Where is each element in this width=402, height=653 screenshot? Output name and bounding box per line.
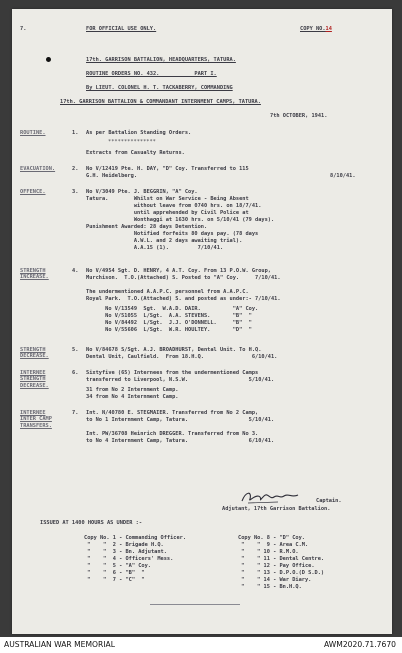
evacuation-line-1: No V/12419 Pte. H. DAY, "D" Coy. Transferred to 115 — [86, 166, 249, 172]
offence-line: Wonthaggi at 1630 hrs. on 5/10/41 (79 days). — [86, 217, 275, 223]
section-label-evacuation: EVACUATION. — [20, 166, 56, 172]
section-label-strength-increase — [20, 268, 49, 281]
label-line: INTERNEE — [20, 410, 46, 416]
offence-line: No V/3049 Pte. J. BEGGRIN, "A" Coy. — [86, 189, 198, 195]
section-number-6: 6. — [72, 370, 79, 376]
signature-rank: Captain. — [316, 498, 342, 504]
label-line: DECREASE. — [20, 353, 49, 360]
section-number-5: 5. — [72, 347, 79, 353]
routine-stars: *************** — [108, 139, 156, 145]
copy-number-value: 14 — [325, 26, 332, 32]
offence-line: A.A.15 (1). 7/10/41. — [86, 245, 224, 251]
strength-increase-line: Royal Park. T.O.(Attached) S. and posted as under:- 7/10/41. — [86, 296, 281, 302]
strength-increase-line: Murchison. T.O.(Attached) S. Posted to "A" Coy. 7/10/41. — [86, 275, 281, 281]
distribution-heading: ISSUED AT 1400 HOURS AS UNDER :- — [40, 520, 143, 526]
section-label-routine: ROUTINE. — [20, 130, 46, 136]
offence-line: without leave from 0740 hrs. on 18/7/41. — [86, 203, 262, 209]
offence-line: Tatura. Whilst on War Service - Being Absent — [86, 196, 249, 202]
section-label-inter-camp-transfers — [20, 410, 52, 429]
label-line: STRENGTH — [20, 268, 46, 274]
archive-reference: AWM2020.71.7670 — [324, 640, 396, 649]
strength-decrease-line: Dental Unit, Caulfield. From 18.H.Q. 6/10/41. — [86, 354, 278, 360]
label-line: STRENGTH — [20, 376, 46, 383]
strength-increase-line: No V/55606 L/Sgt. W.R. HOULTEY. "D" " — [86, 327, 252, 333]
section-number-2: 2. — [72, 166, 79, 172]
strength-increase-line: The undermentioned A.A.P.C. personnel from A.A.P.C. — [86, 289, 249, 295]
distribution-item: " " 13 - D.P.O.(D S.D.) — [238, 570, 325, 576]
order-date: 7th OCTOBER, 1941. — [270, 113, 328, 119]
distribution-item: " " 5 - "A" Coy. — [84, 563, 151, 569]
offence-line: A.W.L. and 2 days awaiting trial). — [86, 238, 243, 244]
page-number: 7. — [20, 26, 27, 32]
routine-text: As per Battalion Standing Orders. — [86, 130, 192, 136]
offence-line: until apprehended by Civil Police at — [86, 210, 249, 216]
official-use-label: FOR OFFICIAL USE ONLY. — [86, 26, 157, 32]
internee-decrease-line: Sixtyfive (65) Internees from the undermentioned Camps — [86, 370, 259, 376]
label-line: DECREASE. — [20, 382, 49, 389]
offence-line: Notified forfeits 80 days pay. (78 days — [86, 231, 259, 237]
distribution-item: " " 2 - Brigade H.Q. — [84, 542, 164, 548]
distribution-item: " " 6 - "B" " — [84, 570, 145, 576]
copy-label-text: COPY NO. — [300, 26, 326, 32]
strength-increase-line: No V/4954 Sgt. D. HENRY, 4 A.T. Coy. From 13 P.O.W. Group, — [86, 268, 271, 274]
section-label-offence: OFFENCE. — [20, 189, 46, 195]
internee-decrease-line: 31 from No 2 Internment Camp. — [86, 387, 179, 393]
distribution-item: " " 14 - War Diary. — [238, 577, 312, 583]
distribution-item: " " 4 - Officers' Mess. — [84, 556, 174, 562]
routine-orders-heading: ROUTINE ORDERS NO. 432. PART I. — [86, 71, 217, 77]
label-line: INTER CAMP — [20, 416, 52, 423]
section-number-1: 1. — [72, 130, 79, 136]
commanding-officer-line: By LIEUT. COLONEL H. T. TACKABERRY, COMMANDING — [86, 85, 233, 91]
distribution-item: " " 11 - Dental Centre. — [238, 556, 325, 562]
label-line: STRENGTH — [20, 347, 46, 353]
label-line: TRANSFERS. — [20, 422, 52, 429]
evacuation-line-2: G.H. Heidelberg. — [86, 173, 138, 179]
inter-camp-line: Int. N/40780 E. STEGMAIER. Transferred from No 2 Camp, — [86, 410, 259, 416]
section-number-3: 3. — [72, 189, 79, 195]
inter-camp-line: to No 4 Internment Camp, Tatura. 6/10/41. — [86, 438, 275, 444]
distribution-item: Copy No. 1 - Commanding Officer. — [84, 535, 187, 541]
strength-decrease-line: No V/84678 S/Sgt. A.J. BROADHURST, Dental Unit. To H.Q. — [86, 347, 262, 353]
distribution-item: Copy No. 8 - "D" Coy. — [238, 535, 305, 541]
camps-heading: 17th. GARRISON BATTALION & COMMANDANT INTERNMENT CAMPS, TATURA. — [60, 99, 261, 105]
battalion-heading: 17th. GARRISON BATTALION, HEADQUARTERS, TATURA. — [86, 57, 236, 63]
label-line: INTERNEE — [20, 370, 46, 376]
archive-credit: AUSTRALIAN WAR MEMORIAL — [4, 640, 115, 649]
distribution-item: " " 15 - Bn.H.Q. — [238, 584, 302, 590]
internee-decrease-line: 34 from No 4 Internment Camp. — [86, 394, 179, 400]
closing-rule — [150, 604, 240, 605]
punch-hole — [46, 57, 51, 62]
section-label-internee-decrease — [20, 370, 49, 389]
evacuation-date: 8/10/41. — [330, 173, 356, 179]
section-number-7: 7. — [72, 410, 79, 416]
label-line: INCREASE. — [20, 274, 49, 281]
signature-role: Adjutant, 17th Garrison Battalion. — [222, 506, 331, 512]
casualty-extracts-heading: Extracts from Casualty Returns. — [86, 150, 185, 156]
section-number-4: 4. — [72, 268, 79, 274]
distribution-item: " " 7 - "C" " — [84, 577, 145, 583]
strength-increase-line: No V/84492 L/Sgt. J.J. O'DONNELL. "B" " — [86, 320, 252, 326]
offence-line: Punishment Awarded: 28 days Detention. — [86, 224, 208, 230]
copy-number-label — [300, 26, 332, 32]
handwritten-signature — [238, 487, 302, 507]
distribution-item: " " 9 - Area C.M. — [238, 542, 309, 548]
strength-increase-line: No V/13549 Sgt. W.A.D. DAIR. "A" Coy. — [86, 306, 259, 312]
inter-camp-line: to No 1 Internment Camp, Tatura. 5/10/41. — [86, 417, 275, 423]
section-label-strength-decrease — [20, 347, 49, 360]
inter-camp-line: Int. PW/36708 Heinrich DREGGER. Transferred from No 3. — [86, 431, 259, 437]
distribution-item: " " 10 - R.M.O. — [238, 549, 299, 555]
distribution-item: " " 3 - Bn. Adjutant. — [84, 549, 167, 555]
internee-decrease-line: transferred to Liverpool, N.S.W. 5/10/41. — [86, 377, 275, 383]
strength-increase-line: No V/51055 L/Sgt. A.A. STEVENS. "B" " — [86, 313, 252, 319]
distribution-item: " " 12 - Pay Office. — [238, 563, 315, 569]
